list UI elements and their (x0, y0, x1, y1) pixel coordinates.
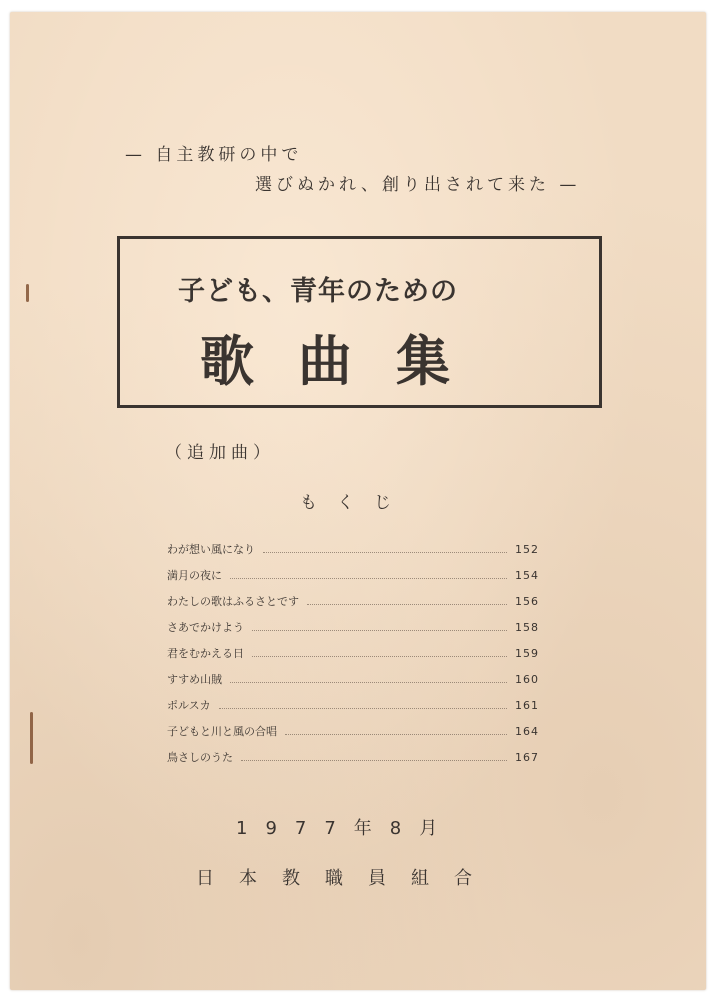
subtitle-line-2: 選びぬかれ、創り出されて来た — (255, 175, 581, 195)
toc-item (167, 619, 539, 645)
toc-item-title: すすめ山賊 (167, 673, 223, 686)
toc-item-page: 152 (515, 543, 539, 556)
toc-leader-dots (285, 733, 507, 735)
toc-item-title: わが想い風になり (167, 543, 255, 556)
title-box (117, 236, 602, 408)
toc-leader-dots (263, 551, 507, 553)
binding-mark-top (26, 284, 29, 302)
toc-item-title: わたしの歌はふるさとです (167, 595, 299, 608)
booklet-cover (10, 12, 706, 990)
toc-item-title: 満月の夜に (167, 569, 222, 582)
publisher-name: 日本教職員組合 (196, 868, 497, 889)
toc-item-page: 159 (515, 647, 539, 660)
toc-item (167, 645, 539, 671)
toc-item-page: 160 (515, 673, 539, 686)
toc-leader-dots (252, 655, 507, 657)
toc-item-title: ポルスカ (167, 699, 211, 712)
toc-item-page: 164 (515, 725, 539, 738)
toc-item-page: 158 (515, 621, 539, 634)
toc-item (167, 541, 539, 567)
toc-item-page: 161 (515, 699, 539, 712)
toc-item (167, 749, 539, 775)
toc-item (167, 567, 539, 593)
toc-item-title: 鳥さしのうた (167, 751, 233, 764)
toc-item (167, 593, 539, 619)
table-of-contents (167, 541, 539, 775)
addendum-label: （追加曲） (165, 443, 275, 463)
toc-leader-dots (230, 577, 507, 579)
toc-item-page: 154 (515, 569, 539, 582)
toc-item-page: 167 (515, 751, 539, 764)
toc-item-title: 子どもと川と風の合唱 (167, 725, 277, 738)
toc-item (167, 723, 539, 749)
subtitle-line-1: — 自主教研の中で (125, 145, 303, 165)
main-title: 歌曲集 (200, 330, 494, 393)
toc-leader-dots (252, 629, 507, 631)
toc-item-page: 156 (515, 595, 539, 608)
toc-leader-dots (230, 681, 507, 683)
publication-date: 1977年8月 (236, 818, 456, 839)
toc-leader-dots (219, 707, 507, 709)
toc-leader-dots (307, 603, 507, 605)
title-line: 子ども、青年のための (178, 276, 458, 307)
toc-item-title: 君をむかえる日 (167, 647, 244, 660)
toc-heading: もくじ (300, 493, 411, 513)
binding-mark-bottom (30, 712, 33, 764)
toc-leader-dots (241, 759, 507, 761)
toc-item (167, 697, 539, 723)
toc-item (167, 671, 539, 697)
toc-item-title: さあでかけよう (167, 621, 244, 634)
